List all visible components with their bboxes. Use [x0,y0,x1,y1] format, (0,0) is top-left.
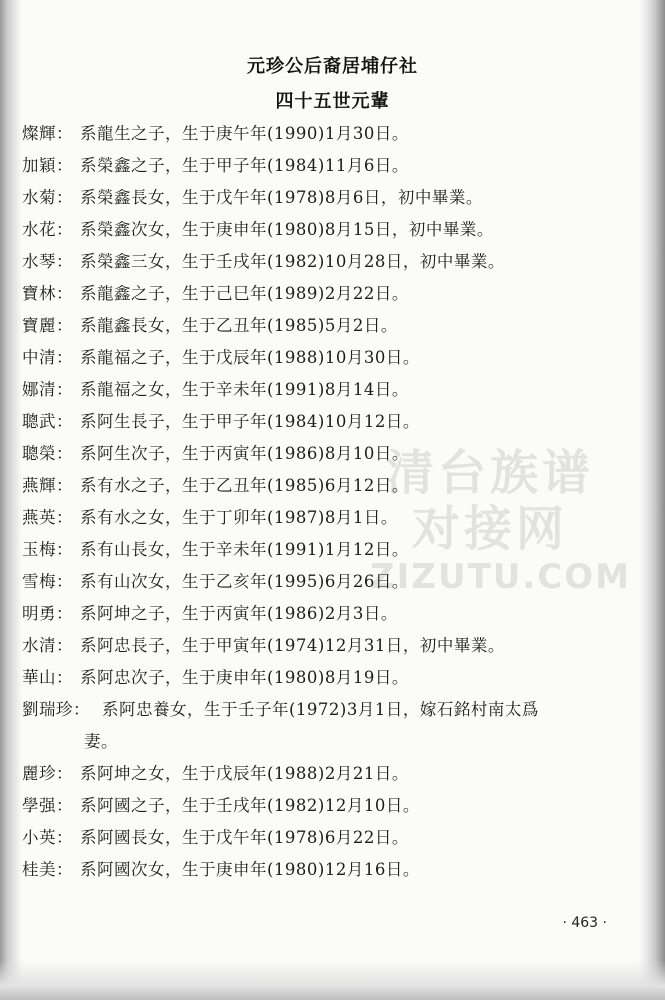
entry-text: 系榮鑫之子，生于甲子年(1984)11月6日。 [80,156,409,175]
entry-name: 聰榮： [22,444,73,463]
page-number [562,915,607,931]
genealogy-entry [22,310,622,342]
genealogy-entry [22,374,622,406]
entry-name: 學强： [22,796,73,815]
genealogy-entry [22,790,622,822]
entry-name: 寶麗： [22,316,73,335]
entry-text: 系龍福之女，生于辛未年(1991)8月14日。 [80,380,409,399]
entry-text: 系有水之子，生于乙丑年(1985)6月12日。 [80,476,409,495]
entry-text: 系龍鑫之子，生于己巳年(1989)2月22日。 [80,284,409,303]
entry-text: 系阿生長子，生于甲子年(1984)10月12日。 [80,412,420,431]
genealogy-entry [22,246,622,278]
entry-text: 系阿國次女，生于庚申年(1980)12月16日。 [80,860,420,879]
genealogy-entry [22,534,622,566]
entry-name: 燕英： [22,508,73,527]
scan-edge-bottom [0,960,665,1000]
entry-text: 系榮鑫長女，生于戊午年(1978)8月6日，初中畢業。 [80,188,483,207]
entry-name: 聰武： [22,412,73,431]
page-number-dot-right: · [598,915,607,931]
genealogy-entry [22,566,622,598]
entry-text: 系有山長女，生于辛未年(1991)1月12日。 [80,540,409,559]
genealogy-entry [22,630,622,662]
genealogy-entry [22,118,622,150]
generation-heading: 四十五世元輩 [275,91,390,112]
entry-name: 小英： [22,828,73,847]
entry-text: 系有水之女，生于丁卯年(1987)8月1日。 [80,508,398,527]
genealogy-entry [22,406,622,438]
entry-text: 系阿忠長子，生于甲寅年(1974)12月31日，初中畢業。 [80,636,505,655]
entry-text: 系阿國長女，生于戊午年(1978)6月22日。 [80,828,409,847]
entry-text: 系有山次女，生于乙亥年(1995)6月26日。 [80,572,409,591]
entry-text: 系阿忠養女，生于壬子年(1972)3月1日，嫁石銘村南太爲 [102,700,539,719]
entry-name: 玉梅： [22,540,73,559]
entry-name: 娜清： [22,380,73,399]
entry-text: 系阿坤之女，生于戊辰年(1988)2月21日。 [80,764,409,783]
genealogy-entry [22,150,622,182]
entry-name: 水清： [22,636,73,655]
entry-text: 系龍鑫長女，生于乙丑年(1985)5月2日。 [80,316,398,335]
entry-text: 系龍生之子，生于庚午年(1990)1月30日。 [80,124,409,143]
entry-name: 加穎： [22,156,73,175]
entry-text: 系阿生次子，生于丙寅年(1986)8月10日。 [80,444,409,463]
scan-edge-left [0,0,22,1000]
entry-name: 麗珍： [22,764,73,783]
entry-continuation: 妻。 [84,732,118,751]
entry-text: 系龍福之子，生于戊辰年(1988)10月30日。 [80,348,420,367]
genealogy-entry [22,662,622,694]
entry-name: 水花： [22,220,73,239]
entry-text: 系阿坤之子，生于丙寅年(1986)2月3日。 [80,604,398,623]
entry-text: 系阿忠次子，生于庚申年(1980)8月19日。 [80,668,409,687]
document-title: 元珍公后裔居埔仔社 [247,56,418,77]
genealogy-entry [22,502,622,534]
entry-name: 燕輝： [22,476,73,495]
entry-name: 明勇： [22,604,73,623]
genealogy-entry [22,278,622,310]
entry-name: 寶林： [22,284,73,303]
page-number-value: 463 [571,915,599,931]
entry-name: 水菊： [22,188,73,207]
genealogy-entry [22,182,622,214]
entry-name: 劉瑞珍： [22,700,90,719]
entry-name: 雪梅： [22,572,73,591]
entry-name: 中清： [22,348,73,367]
watermark-url: ZIZUTU.COM [370,557,631,597]
entry-text: 系榮鑫次女，生于庚申年(1980)8月15日，初中畢業。 [80,220,494,239]
genealogy-entry [22,214,622,246]
scan-edge-right [639,0,665,1000]
entry-text: 系榮鑫三女，生于壬戌年(1982)10月28日，初中畢業。 [80,252,505,271]
watermark-chinese: 清台族谱对接网 [385,445,594,557]
genealogy-entry [22,598,622,630]
genealogy-entry [22,694,622,726]
genealogy-entry-list [22,118,631,886]
entry-name: 水琴： [22,252,73,271]
entry-name: 燦輝： [22,124,73,143]
genealogy-entry [22,758,622,790]
genealogy-entry [22,438,622,470]
entry-name: 桂美： [22,860,73,879]
entry-text: 系阿國之子，生于壬戌年(1982)12月10日。 [80,796,420,815]
page-number-dot-left: · [562,915,572,931]
entry-name: 華山： [22,668,73,687]
genealogy-entry [22,342,622,374]
genealogy-entry [22,822,622,854]
genealogy-entry [22,854,622,886]
genealogy-entry [22,470,622,502]
